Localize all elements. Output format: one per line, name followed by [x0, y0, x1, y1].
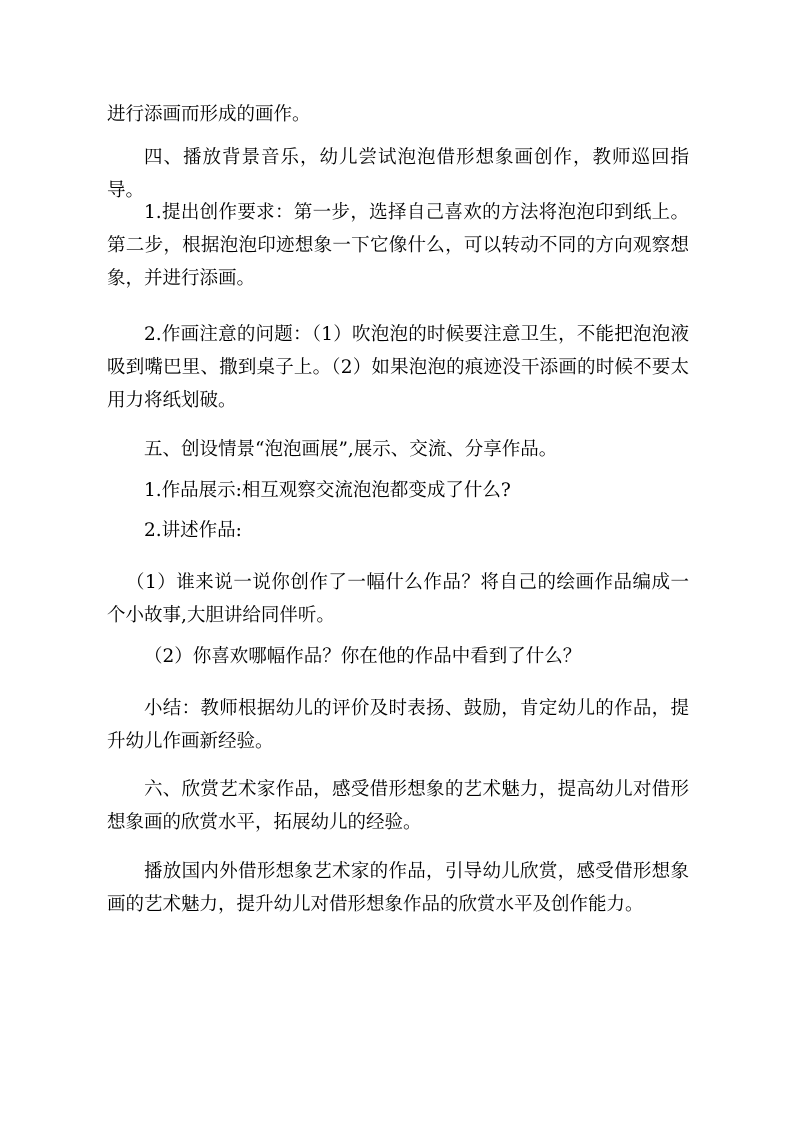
paragraph-work-display: 1.作品展示:相互观察交流泡泡都变成了什么? — [144, 480, 511, 501]
paragraph-step-six: 六、欣赏艺术家作品，感受借形想象的艺术魅力，提高幼儿对借形想象画的欣赏水平，拓展幼儿的经验。 — [107, 779, 689, 833]
paragraph-artist-works: 播放国内外借形想象艺术家的作品，引导幼儿欣赏，感受借形想象画的艺术魅力，提升幼儿对借形想象作品的欣赏水平及创作能力。 — [107, 861, 689, 915]
paragraph-describe-works: 2.讲述作品: — [144, 520, 242, 541]
paragraph-question-one: （1）谁来说一说你创作了一幅什么作品？将自己的绘画作品编成一个小故事,大胆讲给同伴听。 — [107, 572, 689, 626]
paragraph-step-four: 四、播放背景音乐，幼儿尝试泡泡借形想象画创作，教师巡回指导。 — [107, 147, 689, 201]
paragraph-creation-requirements: 1.提出创作要求：第一步，选择自己喜欢的方法将泡泡印到纸上。第二步，根据泡泡印迹想象一下它像什么，可以转动不同的方向观察想象，并进行添画。 — [107, 202, 689, 289]
paragraph-step-five: 五、创设情景“泡泡画展”,展示、交流、分享作品。 — [144, 439, 558, 460]
paragraph-drawing-notes: 2.作画注意的问题：（1）吹泡泡的时候要注意卫生，不能把泡泡液吸到嘴巴里、撒到桌子上。（2）如果泡泡的痕迹没干添画的时候不要太用力将纸划破。 — [107, 324, 689, 411]
paragraph-summary: 小结：教师根据幼儿的评价及时表扬、鼓励，肯定幼儿的作品，提升幼儿作画新经验。 — [107, 698, 689, 752]
paragraph-question-two: （2）你喜欢哪幅作品？你在他的作品中看到了什么？ — [144, 646, 582, 667]
paragraph-continuation: 进行添画而形成的画作。 — [107, 104, 311, 125]
